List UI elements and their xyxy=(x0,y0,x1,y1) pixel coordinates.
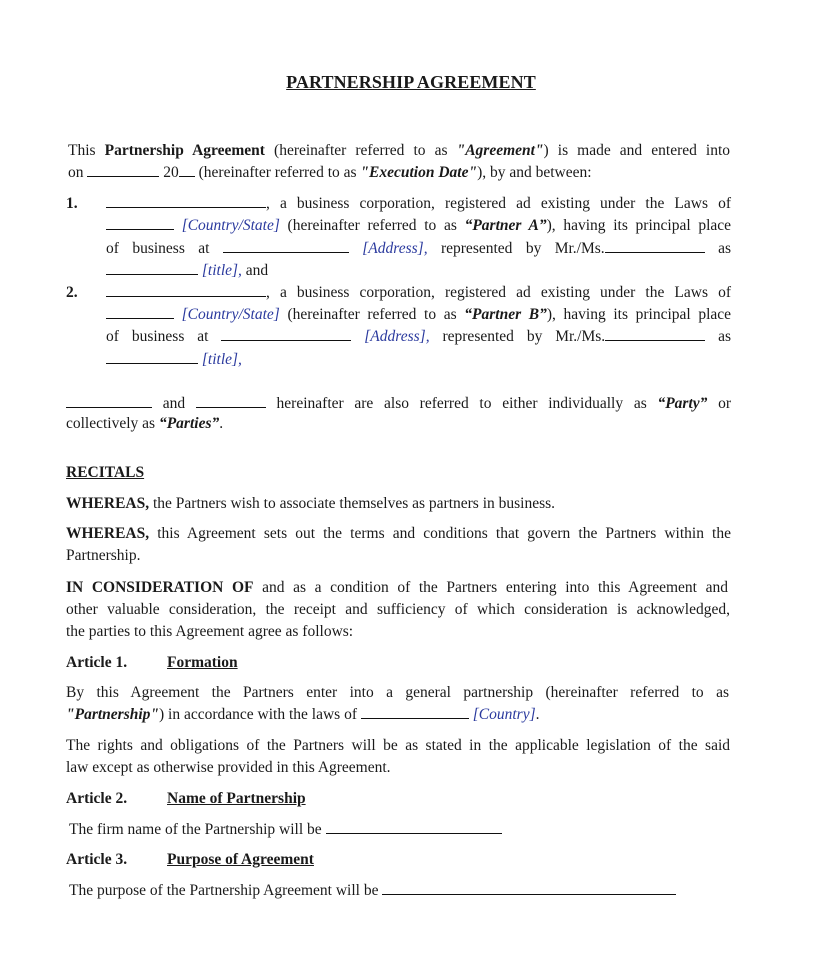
whereas-2-line-1 xyxy=(66,523,731,545)
article-1-p2-line-1: The rights and obligations of the Partners will be as stated in the applicable legislation of the said xyxy=(66,737,730,754)
partner-term: “Partner A” xyxy=(464,217,547,234)
article-2-text-line xyxy=(69,819,502,841)
party-text: of business at xyxy=(106,328,209,345)
country-blank[interactable] xyxy=(106,215,174,230)
whereas-label: WHEREAS, xyxy=(66,495,150,512)
party-2-line-1 xyxy=(106,282,731,304)
whereas-2-line-2: Partnership. xyxy=(66,547,141,564)
representative-blank[interactable] xyxy=(605,238,705,253)
intro-text: This xyxy=(68,142,96,159)
party-1-line-3 xyxy=(106,238,731,260)
party-name-blank[interactable] xyxy=(106,282,266,297)
whereas-label: WHEREAS, xyxy=(66,525,150,542)
consideration-line-3: the parties to this Agreement agree as follows: xyxy=(66,623,354,640)
party-text: as xyxy=(718,328,732,345)
parties-term: “Parties” xyxy=(158,415,220,432)
recital-text: the Partners wish to associate themselves as partners in business. xyxy=(153,495,556,512)
country-placeholder: [Country] xyxy=(472,706,536,723)
party-text: , a business corporation, registered ad existing under the Laws of xyxy=(266,195,731,212)
party-text: represented by Mr./Ms. xyxy=(440,240,605,257)
title-placeholder: [title], xyxy=(201,262,242,279)
party-1-line-1 xyxy=(106,193,731,215)
country-placeholder: [Country/State] xyxy=(181,217,280,234)
intro-text: on xyxy=(68,164,84,181)
title-placeholder: [title], xyxy=(201,351,242,368)
article-text: The firm name of the Partnership will be xyxy=(69,821,322,838)
clause-text: collectively as xyxy=(66,415,156,432)
party-number: 2. xyxy=(66,284,78,301)
agreement-term: "Agreement" xyxy=(456,142,544,159)
article-1-p1-line-2 xyxy=(66,704,540,726)
agreement-name: Partnership Agreement xyxy=(104,142,265,159)
article-text: . xyxy=(535,706,540,723)
intro-line-1 xyxy=(68,140,730,162)
article-1-p2-line-2: law except as otherwise provided in this Agreement. xyxy=(66,759,391,776)
year-text: 20 xyxy=(163,164,179,181)
intro-text: (hereinafter referred to as xyxy=(198,164,357,181)
party-1-line-2 xyxy=(106,215,731,237)
article-1-p1-line-1: By this Agreement the Partners enter into a general partnership (hereinafter referred to as xyxy=(66,684,729,701)
party-1-line-4 xyxy=(106,260,268,282)
execution-date-term: "Execution Date" xyxy=(360,164,478,181)
intro-line-2 xyxy=(68,162,592,184)
firm-name-blank[interactable] xyxy=(326,819,502,834)
party-text: and xyxy=(245,262,269,279)
party-2-line-3 xyxy=(106,326,731,348)
article-2-title: Name of Partnership xyxy=(167,790,306,807)
year-blank[interactable] xyxy=(179,162,195,177)
party-a-blank[interactable] xyxy=(66,393,152,408)
party-text: ), having its principal place xyxy=(546,217,732,234)
clause-text: hereinafter are also referred to either individually as xyxy=(276,395,647,412)
article-1-title: Formation xyxy=(167,654,238,671)
party-text: ), having its principal place xyxy=(546,306,732,323)
intro-text: ) is made and entered into xyxy=(543,142,731,159)
article-2-label: Article 2. xyxy=(66,790,128,807)
intro-text: (hereinafter referred to as xyxy=(274,142,448,159)
party-number: 1. xyxy=(66,195,78,212)
parties-clause-line-2 xyxy=(66,413,223,435)
party-text: (hereinafter referred to as xyxy=(287,217,457,234)
title-blank[interactable] xyxy=(106,260,198,275)
intro-text: ), by and between: xyxy=(477,164,592,181)
recitals-heading: RECITALS xyxy=(66,464,145,481)
representative-blank[interactable] xyxy=(605,326,705,341)
article-1-label: Article 1. xyxy=(66,654,128,671)
address-placeholder: [Address], xyxy=(364,328,430,345)
article-text: ) in accordance with the laws of xyxy=(159,706,357,723)
document-title: PARTNERSHIP AGREEMENT xyxy=(286,72,536,92)
clause-text: or xyxy=(718,395,732,412)
consideration-label: IN CONSIDERATION OF xyxy=(66,579,254,596)
country-blank[interactable] xyxy=(361,704,469,719)
article-3-title: Purpose of Agreement xyxy=(167,851,314,868)
party-2-line-4 xyxy=(106,349,242,371)
clause-text: . xyxy=(219,415,224,432)
country-blank[interactable] xyxy=(106,304,174,319)
consideration-line-1 xyxy=(66,577,728,599)
party-term: “Party” xyxy=(657,395,708,412)
parties-clause-line-1 xyxy=(66,393,731,415)
title-blank[interactable] xyxy=(106,349,198,364)
party-text: as xyxy=(718,240,732,257)
date-blank[interactable] xyxy=(87,162,159,177)
article-3-label: Article 3. xyxy=(66,851,128,868)
party-text: represented by Mr./Ms. xyxy=(442,328,606,345)
party-text: (hereinafter referred to as xyxy=(287,306,457,323)
recital-text: and as a condition of the Partners entering into this Agreement and xyxy=(262,579,728,596)
article-3-text-line xyxy=(69,880,676,902)
recital-text: this Agreement sets out the terms and conditions that govern the Partners within the xyxy=(157,525,731,542)
partnership-term: "Partnership" xyxy=(66,706,160,723)
country-placeholder: [Country/State] xyxy=(181,306,280,323)
party-text: , a business corporation, registered ad existing under the Laws of xyxy=(266,284,731,301)
party-2-line-2 xyxy=(106,304,731,326)
article-text: The purpose of the Partnership Agreement will be xyxy=(69,882,379,899)
address-placeholder: [Address], xyxy=(362,240,428,257)
partner-term: “Partner B” xyxy=(464,306,547,323)
party-name-blank[interactable] xyxy=(106,193,266,208)
address-blank[interactable] xyxy=(221,326,351,341)
clause-text: and xyxy=(162,395,186,412)
purpose-blank[interactable] xyxy=(382,880,676,895)
address-blank[interactable] xyxy=(223,238,349,253)
party-b-blank[interactable] xyxy=(196,393,266,408)
whereas-1 xyxy=(66,493,555,515)
party-text: of business at xyxy=(106,240,210,257)
consideration-line-2: other valuable consideration, the receipt and sufficiency of which consideration is acknowledged, xyxy=(66,601,730,618)
